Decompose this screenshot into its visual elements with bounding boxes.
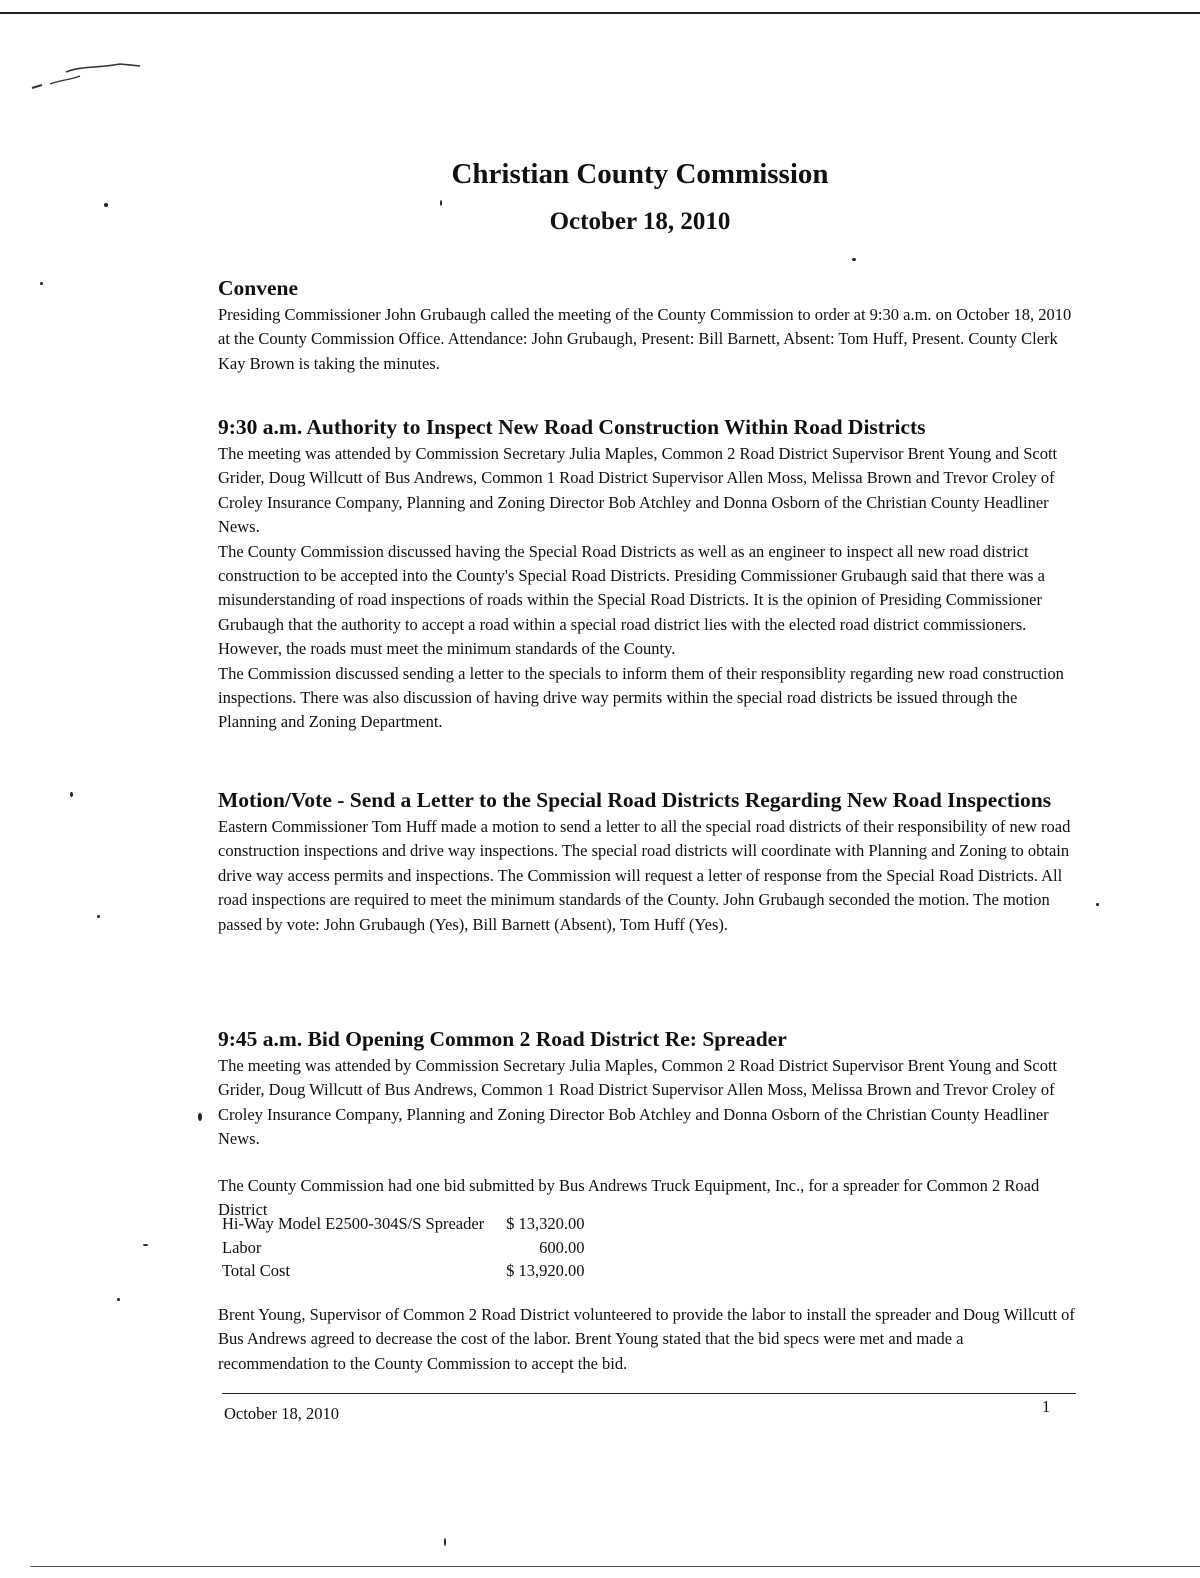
scan-border-bottom: [30, 1566, 1200, 1567]
scan-speck: [143, 1244, 148, 1246]
section-bid-closing: [218, 1303, 1076, 1376]
section-bid-opening: [218, 1024, 1076, 1222]
section-paragraph: The meeting was attended by Commission Secretary Julia Maples, Common 2 Road District Supervisor Brent Young and Scott Grider, Doug Willcutt of Bus Andrews, Common 1 Road District Supervisor Allen Moss, Melissa Brown and Trevor Croley of Croley Insurance Company, Planning and Zoning Director Bob Atchley and Donna Osborn of the Christian County Headliner News.: [218, 1056, 1058, 1149]
scan-speck: [104, 203, 108, 207]
section-paragraph: Presiding Commissioner John Grubaugh called the meeting of the County Commission to order at 9:30 a.m. on October 18, 2010 at the County Commission Office. Attendance: John Grubaugh, Present: Bill Barnett, Absent: Tom Huff, Present. County Clerk Kay Brown is taking the minutes.: [218, 305, 1072, 373]
section-heading: 9:30 a.m. Authority to Inspect New Road Construction Within Road Districts: [218, 415, 926, 439]
table-row: [222, 1212, 585, 1236]
page-number: 1: [1042, 1397, 1051, 1416]
scan-speck: [70, 792, 73, 797]
line-item-amount: 600.00: [539, 1237, 585, 1257]
section-paragraph: Eastern Commissioner Tom Huff made a motion to send a letter to all the special road districts of their responsibility of new road construction inspections and drive way inspections. The special road districts will coordinate with Planning and Zoning to obtain drive way access permits and inspections. The Commission will request a letter of response from the Special Road Districts. All road inspections are required to meet the minimum standards of the County. John Grubaugh seconded the motion. The motion passed by vote: John Grubaugh (Yes), Bill Barnett (Absent), Tom Huff (Yes).: [218, 817, 1071, 934]
line-item-amount: $ 13,320.00: [506, 1214, 585, 1233]
line-item-label: Total Cost: [222, 1261, 291, 1280]
section-paragraph: The Commission discussed sending a letter to the specials to inform them of their responsiblity regarding new road construction inspections. There was also discussion of having drive way permits within the special road districts be issued through the Planning and Zoning Department.: [218, 663, 1064, 732]
footer-rule: [222, 1393, 1076, 1394]
scan-speck: [117, 1298, 120, 1301]
scan-speck: [198, 1113, 202, 1121]
scan-border-top: [0, 12, 1200, 14]
scan-speck: [440, 200, 442, 206]
line-item-amount: $ 13,920.00: [506, 1261, 585, 1280]
section-convene: [218, 273, 1076, 376]
document-date: October 18, 2010: [549, 208, 731, 235]
section-paragraph: The County Commission discussed having the Special Road Districts as well as an engineer to inspect all new road district construction to be accepted into the County's Special Road Districts. Presiding Commissioner Grubaugh said that there was a misunderstanding of road inspections of roads within the Special Road Districts. It is the opinion of Presiding Commissioner Grubaugh that the authority to accept a road within a special road district lies with the elected road district commissioners. However, the roads must meet the minimum standards of the County.: [218, 541, 1045, 659]
scan-speck: [97, 915, 100, 918]
scan-speck: [444, 1538, 446, 1546]
document-title: Christian County Commission: [451, 158, 829, 190]
section-motion: [218, 785, 1076, 937]
section-heading: Convene: [218, 276, 299, 300]
table-row: [222, 1259, 585, 1283]
footer-date: October 18, 2010: [224, 1404, 340, 1423]
bid-cost-table: [222, 1212, 585, 1283]
scan-speck: [1096, 903, 1099, 906]
section-heading: Motion/Vote - Send a Letter to the Special Road Districts Regarding New Road Inspections: [218, 788, 1052, 812]
line-item-label: Labor: [222, 1237, 262, 1257]
section-paragraph: Brent Young, Supervisor of Common 2 Road District volunteered to provide the labor to install the spreader and Doug Willcutt of Bus Andrews agreed to decrease the cost of the labor. Brent Young stated that the bid specs were met and made a recommendation to the County Commission to accept the bid.: [218, 1305, 1075, 1373]
scan-scribble-mark: [30, 58, 150, 98]
scan-speck: [40, 282, 43, 285]
section-authority: [218, 412, 1076, 735]
section-heading: 9:45 a.m. Bid Opening Common 2 Road District Re: Spreader: [218, 1027, 787, 1051]
section-paragraph: The County Commission had one bid submitted by Bus Andrews Truck Equipment, Inc., for a spreader for Common 2 Road District: [218, 1175, 1040, 1220]
table-row: [222, 1236, 585, 1260]
line-item-label: Hi-Way Model E2500-304S/S Spreader: [222, 1214, 485, 1233]
section-paragraph: The meeting was attended by Commission Secretary Julia Maples, Common 2 Road District Supervisor Brent Young and Scott Grider, Doug Willcutt of Bus Andrews, Common 1 Road District Supervisor Allen Moss, Melissa Brown and Trevor Croley of Croley Insurance Company, Planning and Zoning Director Bob Atchley and Donna Osborn of the Christian County Headliner News.: [218, 444, 1058, 537]
scan-speck: [852, 258, 856, 261]
